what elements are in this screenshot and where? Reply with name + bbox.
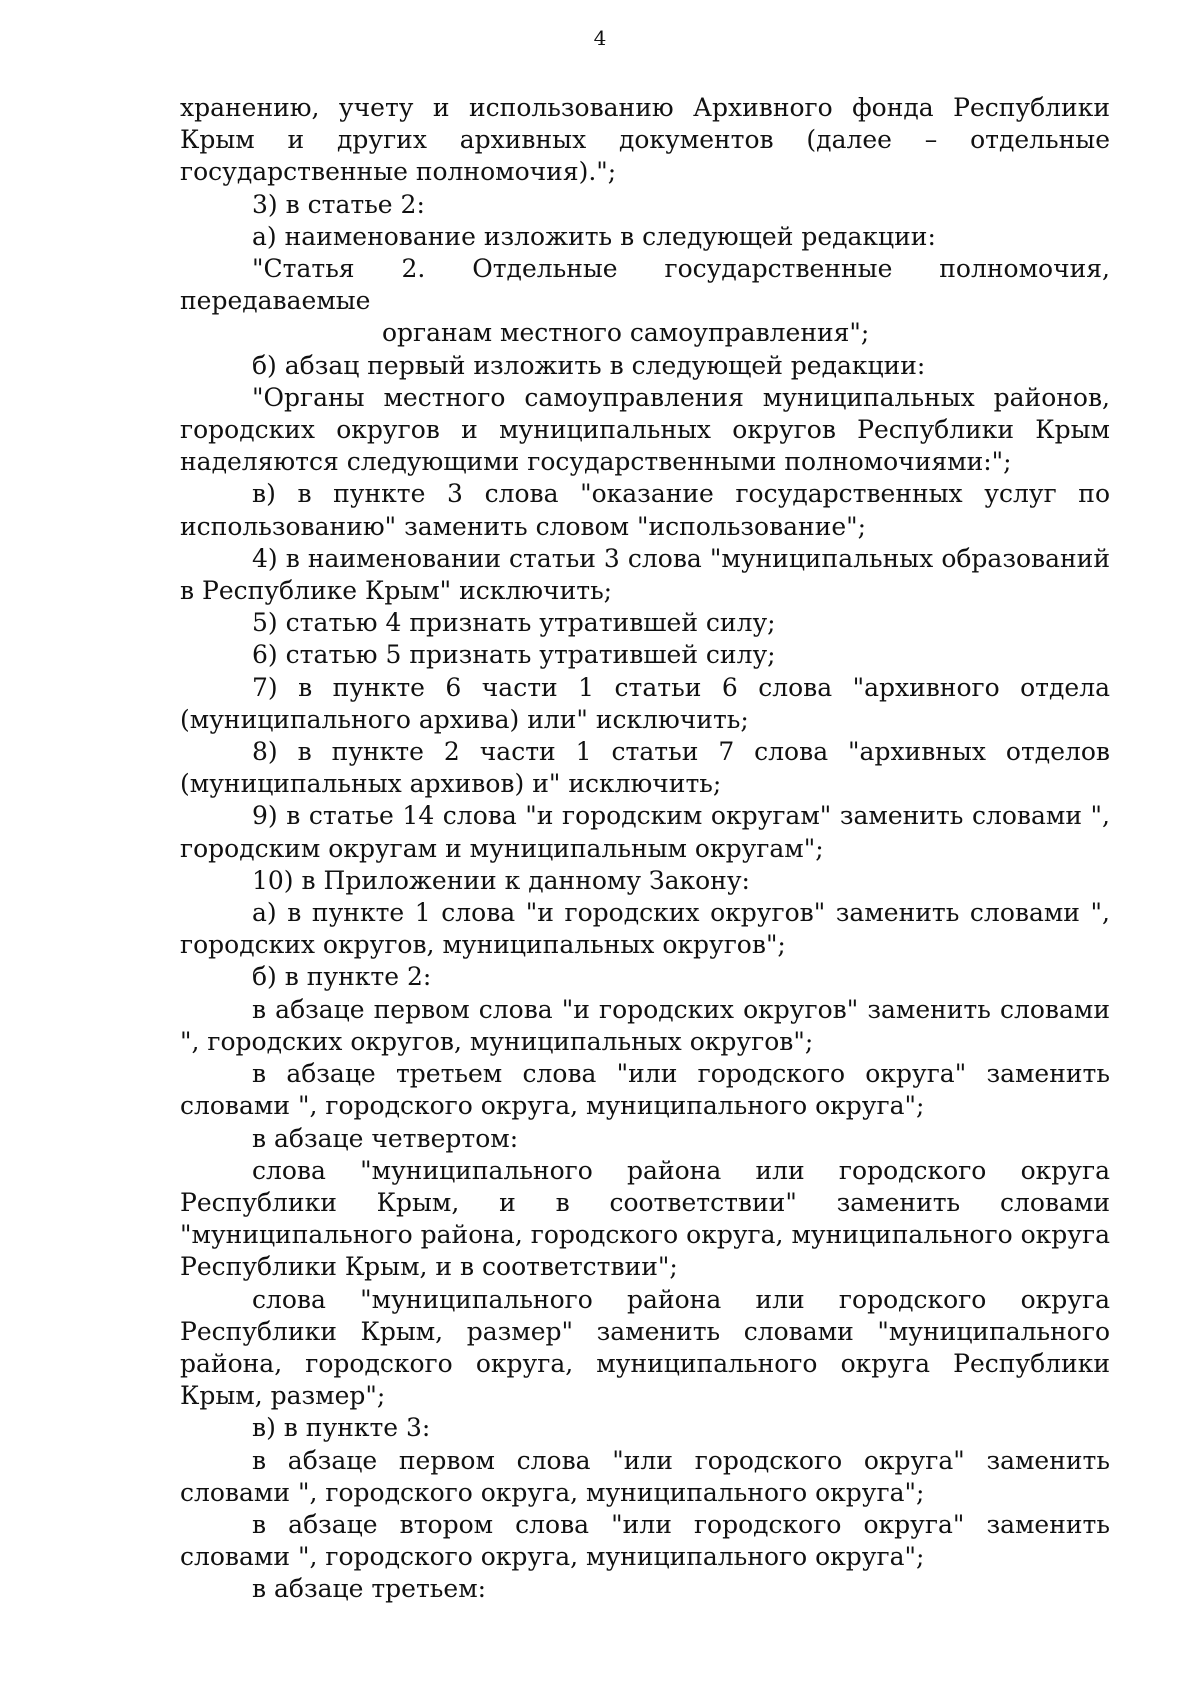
paragraph: в абзаце четвертом: bbox=[252, 1123, 519, 1153]
paragraph: 6) статью 5 признать утратившей силу; bbox=[252, 640, 776, 670]
paragraph: 4) в наименовании статьи 3 слова "муниципальных образований в Республике Крым" исключить; bbox=[180, 543, 1110, 606]
paragraph: 9) в статье 14 слова "и городским округам" заменить словами ", городским округам и муниципальным округам"; bbox=[180, 801, 1110, 863]
paragraph: органам местного самоуправления"; bbox=[382, 318, 870, 348]
paragraph: слова "муниципального района или городского округа Республики Крым, размер" заменить словами "муниципального района, городского округа, муниципального округа Республики Крым, размер"; bbox=[180, 1284, 1110, 1411]
paragraph: в абзаце третьем слова "или городского округа" заменить словами ", городского округа, муниципального округа"; bbox=[180, 1059, 1110, 1121]
paragraph: 5) статью 4 признать утратившей силу; bbox=[252, 608, 776, 638]
document-body bbox=[180, 92, 1110, 1606]
paragraph: слова "муниципального района или городского округа Республики Крым, и в соответствии" заменить словами "муниципального района, городского округа, муниципального округа Республики Крым, и в соответствии"; bbox=[180, 1155, 1110, 1282]
paragraph: б) в пункте 2: bbox=[252, 962, 432, 992]
paragraph: в абзаце втором слова "или городского округа" заменить словами ", городского округа, муниципального округа"; bbox=[180, 1509, 1110, 1572]
paragraph: а) в пункте 1 слова "и городских округов" заменить словами ", городских округов, муниципальных округов"; bbox=[180, 898, 1110, 960]
paragraph: в абзаце первом слова "или городского округа" заменить словами ", городского округа, муниципального округа"; bbox=[180, 1445, 1110, 1507]
paragraph: а) наименование изложить в следующей редакции: bbox=[252, 221, 936, 251]
paragraph: в абзаце первом слова "и городских округов" заменить словами ", городских округов, муниципальных округов"; bbox=[180, 994, 1110, 1056]
paragraph: 7) в пункте 6 части 1 статьи 6 слова "архивного отдела (муниципального архива) или" исключить; bbox=[180, 672, 1110, 734]
page-number: 4 bbox=[593, 26, 607, 50]
paragraph: в) в пункте 3: bbox=[252, 1413, 431, 1443]
paragraph: "Статья 2. Отдельные государственные полномочия, передаваемые bbox=[180, 254, 1110, 316]
paragraph: 3) в статье 2: bbox=[252, 189, 425, 219]
paragraph: "Органы местного самоуправления муниципальных районов, городских округов и муниципальных округов Республики Крым наделяются следующими государственными полномочиями:"; bbox=[180, 382, 1110, 477]
paragraph: 10) в Приложении к данному Закону: bbox=[252, 865, 750, 895]
paragraph: хранению, учету и использованию Архивного фонда Республики Крым и других архивных документов (далее – отдельные государственные полномочия)."; bbox=[180, 93, 1110, 187]
paragraph: в абзаце третьем: bbox=[252, 1574, 487, 1604]
paragraph: 8) в пункте 2 части 1 статьи 7 слова "архивных отделов (муниципальных архивов) и" исключить; bbox=[180, 737, 1110, 799]
paragraph: б) абзац первый изложить в следующей редакции: bbox=[252, 350, 926, 380]
paragraph: в) в пункте 3 слова "оказание государственных услуг по использованию" заменить словом "использование"; bbox=[180, 479, 1110, 541]
